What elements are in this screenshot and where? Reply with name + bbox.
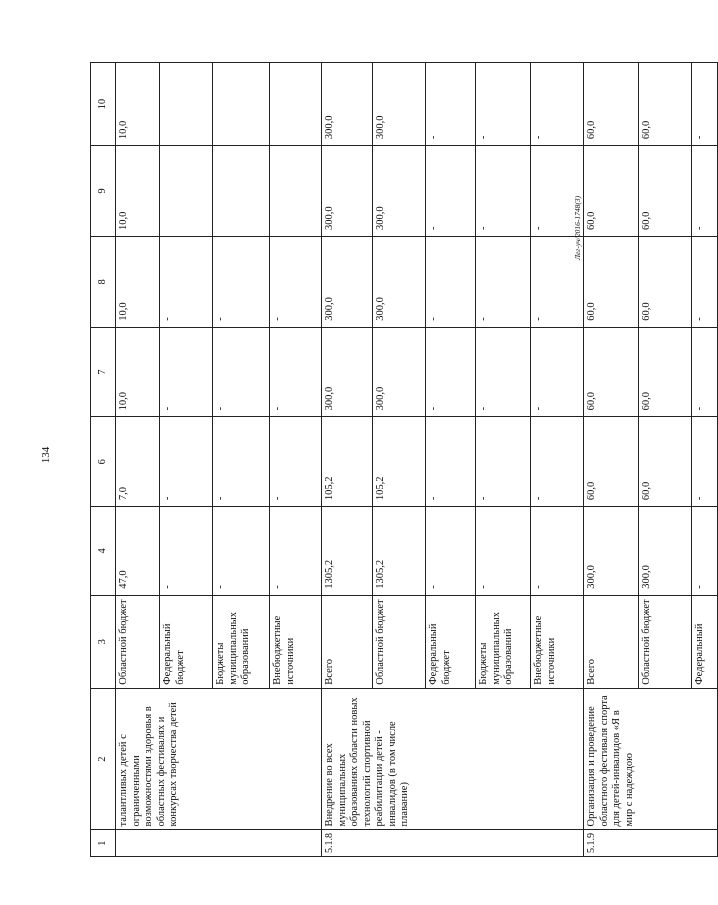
value-cell: 105,2 bbox=[322, 417, 373, 507]
value-cell: 300,0 bbox=[322, 327, 373, 417]
row-index: 5.1.9 bbox=[584, 830, 718, 857]
value-cell: - bbox=[160, 507, 213, 596]
funding-source: Областной бюджет bbox=[116, 595, 160, 688]
value-cell: - bbox=[692, 417, 718, 507]
budget-table bbox=[90, 62, 718, 857]
header-cell-2: 2 bbox=[91, 688, 116, 830]
value-cell: 300,0 bbox=[373, 63, 426, 146]
value-cell: 300,0 bbox=[322, 63, 373, 146]
value-cell bbox=[160, 63, 213, 146]
value-cell: - bbox=[213, 507, 270, 596]
value-cell: 60,0 bbox=[584, 236, 639, 327]
value-cell: - bbox=[476, 327, 531, 417]
value-cell: - bbox=[160, 327, 213, 417]
value-cell: - bbox=[531, 327, 584, 417]
value-cell: - bbox=[426, 507, 476, 596]
value-cell: 1305,2 bbox=[373, 507, 426, 596]
value-cell: 60,0 bbox=[584, 63, 639, 146]
value-cell: 60,0 bbox=[584, 327, 639, 417]
value-cell: 60,0 bbox=[639, 417, 692, 507]
value-cell: - bbox=[531, 236, 584, 327]
value-cell: 300,0 bbox=[373, 327, 426, 417]
funding-source: Бюджеты муниципальных образований bbox=[213, 595, 270, 688]
value-cell: 300,0 bbox=[373, 236, 426, 327]
value-cell: 60,0 bbox=[584, 417, 639, 507]
value-cell: - bbox=[692, 327, 718, 417]
value-cell: - bbox=[426, 417, 476, 507]
value-cell: 300,0 bbox=[322, 146, 373, 237]
value-cell: 300,0 bbox=[373, 146, 426, 237]
value-cell: - bbox=[476, 63, 531, 146]
value-cell: - bbox=[213, 236, 270, 327]
header-cell-3: 3 bbox=[91, 595, 116, 688]
funding-source: Федеральный бюджет bbox=[426, 595, 476, 688]
value-cell: 47,0 bbox=[116, 507, 160, 596]
funding-source: Внебюджетные источники bbox=[270, 595, 322, 688]
header-cell-1: 1 bbox=[91, 830, 116, 857]
value-cell bbox=[270, 63, 322, 146]
value-cell: - bbox=[692, 236, 718, 327]
value-cell: 10,0 bbox=[116, 327, 160, 417]
value-cell: 1305,2 bbox=[322, 507, 373, 596]
value-cell: - bbox=[476, 236, 531, 327]
value-cell: 60,0 bbox=[639, 146, 692, 237]
value-cell: - bbox=[692, 63, 718, 146]
header-cell-9: 9 bbox=[91, 146, 116, 237]
value-cell: - bbox=[426, 63, 476, 146]
funding-source: Бюджеты муниципальных образований bbox=[476, 595, 531, 688]
value-cell: - bbox=[531, 146, 584, 237]
row-description: Организация и проведение областного фестиваля спорта для детей-инвалидов «Я в мир с надеждою bbox=[584, 688, 718, 830]
funding-source: Областной бюджет bbox=[639, 595, 692, 688]
value-cell: - bbox=[213, 327, 270, 417]
row-index: 5.1.8 bbox=[322, 830, 584, 857]
row-description: Внедрение во всех муниципальных образованиях области новых технологий спортивной реабилитации детей - инвалидов (в том числе плавание) bbox=[322, 688, 584, 830]
header-cell-10: 10 bbox=[91, 63, 116, 146]
table-row bbox=[584, 63, 639, 857]
value-cell: - bbox=[692, 146, 718, 237]
value-cell: 60,0 bbox=[584, 146, 639, 237]
value-cell bbox=[270, 146, 322, 237]
value-cell: 60,0 bbox=[639, 63, 692, 146]
table-row bbox=[116, 63, 160, 857]
value-cell: 10,0 bbox=[116, 63, 160, 146]
value-cell: - bbox=[160, 417, 213, 507]
value-cell: 10,0 bbox=[116, 146, 160, 237]
value-cell bbox=[213, 63, 270, 146]
funding-source: Всего bbox=[584, 595, 639, 688]
header-cell-7: 7 bbox=[91, 327, 116, 417]
value-cell: - bbox=[692, 507, 718, 596]
funding-source: Федеральный бюджет bbox=[160, 595, 213, 688]
value-cell: - bbox=[160, 236, 213, 327]
row-description: талантливых детей с ограниченными возможностями здоровья в областных фестивалях и конкурсах творчества детей bbox=[116, 688, 322, 830]
value-cell: 300,0 bbox=[322, 236, 373, 327]
header-cell-4: 4 bbox=[91, 507, 116, 596]
value-cell: 300,0 bbox=[639, 507, 692, 596]
value-cell: 300,0 bbox=[584, 507, 639, 596]
funding-source: Внебюджетные источники bbox=[531, 595, 584, 688]
value-cell: - bbox=[426, 236, 476, 327]
value-cell: - bbox=[531, 63, 584, 146]
document-code: Лег-уч/2016-1748(3) bbox=[573, 195, 582, 260]
header-cell-6: 6 bbox=[91, 417, 116, 507]
row-index bbox=[116, 830, 322, 857]
value-cell: 60,0 bbox=[639, 236, 692, 327]
value-cell: - bbox=[270, 236, 322, 327]
funding-source: Федеральный bbox=[692, 595, 718, 688]
value-cell: 60,0 bbox=[639, 327, 692, 417]
value-cell: - bbox=[270, 417, 322, 507]
value-cell: 105,2 bbox=[373, 417, 426, 507]
value-cell: - bbox=[270, 327, 322, 417]
value-cell: 7,0 bbox=[116, 417, 160, 507]
value-cell: - bbox=[476, 417, 531, 507]
value-cell: 10,0 bbox=[116, 236, 160, 327]
value-cell: - bbox=[270, 507, 322, 596]
table-row bbox=[322, 63, 373, 857]
value-cell: - bbox=[531, 507, 584, 596]
page-number: 134 bbox=[40, 446, 52, 464]
value-cell: - bbox=[426, 327, 476, 417]
budget-table-rotated bbox=[90, 62, 705, 857]
value-cell: - bbox=[476, 146, 531, 237]
value-cell: - bbox=[426, 146, 476, 237]
funding-source: Областной бюджет bbox=[373, 595, 426, 688]
value-cell: - bbox=[476, 507, 531, 596]
value-cell: - bbox=[531, 417, 584, 507]
header-cell-8: 8 bbox=[91, 236, 116, 327]
value-cell bbox=[160, 146, 213, 237]
funding-source: Всего bbox=[322, 595, 373, 688]
value-cell bbox=[213, 146, 270, 237]
value-cell: - bbox=[213, 417, 270, 507]
header-row bbox=[91, 63, 116, 857]
